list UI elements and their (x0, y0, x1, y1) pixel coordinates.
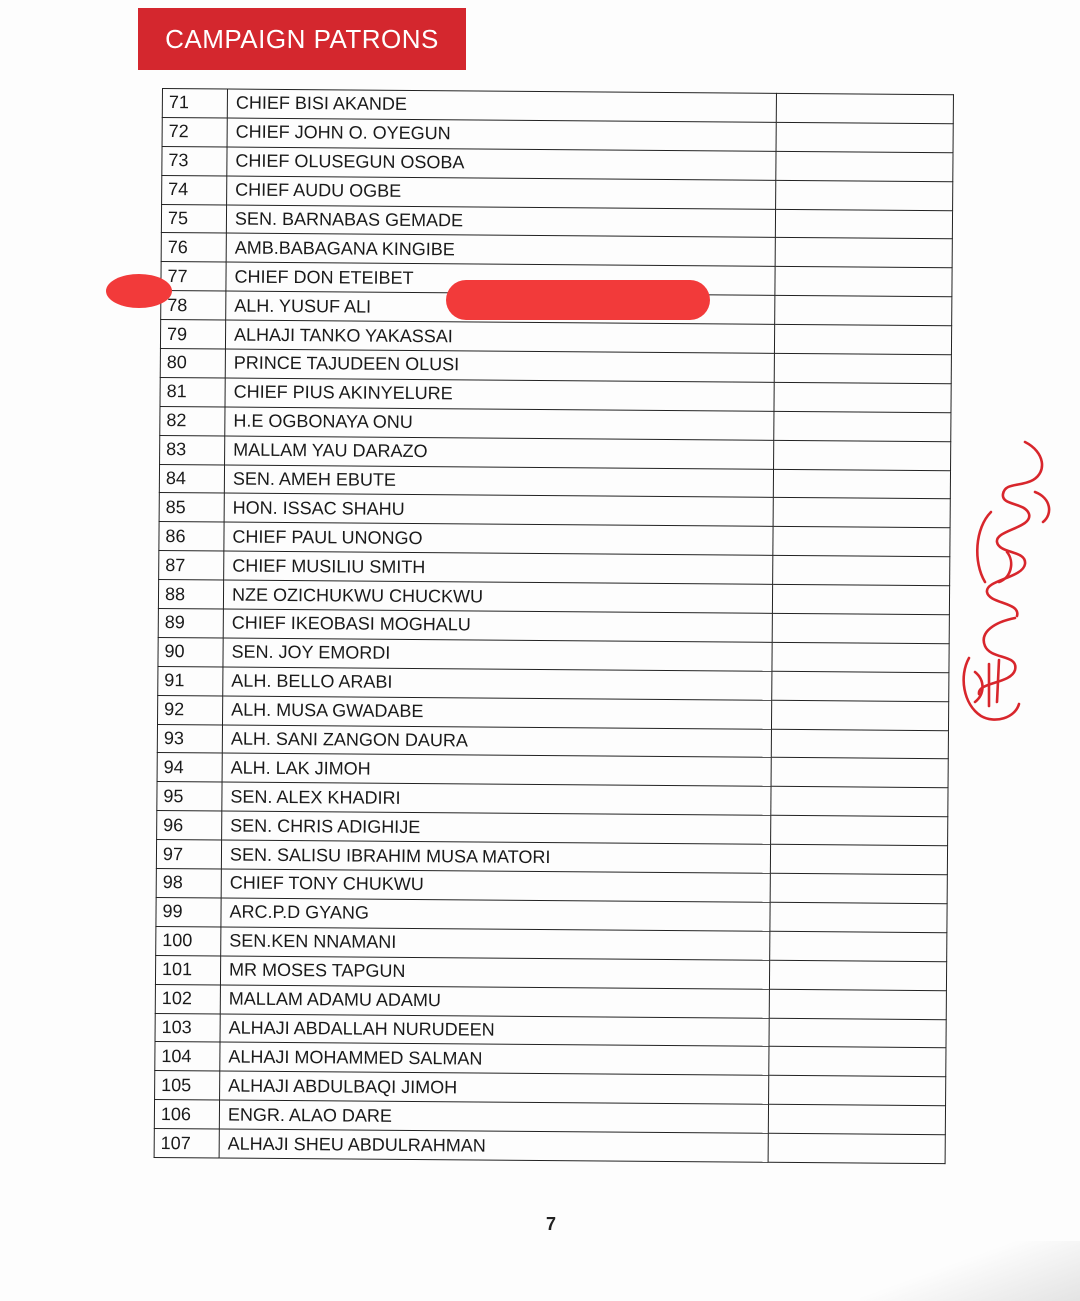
patrons-table-container (153, 88, 970, 1206)
patron-name: H.E OGBONAYA ONU (225, 407, 774, 440)
patron-name: HON. ISSAC SHAHU (224, 493, 773, 526)
signature-cell (774, 440, 951, 470)
row-number: 97 (156, 840, 221, 869)
signature-cell (768, 1133, 945, 1163)
row-number: 100 (156, 926, 221, 955)
signature-cell (776, 122, 953, 152)
patron-name: ALHAJI ABDALLAH NURUDEEN (220, 1013, 769, 1046)
patron-name: CHIEF JOHN O. OYEGUN (227, 118, 776, 151)
signature-cell (774, 382, 951, 412)
patron-name: CHIEF BISI AKANDE (227, 89, 776, 122)
row-number: 84 (159, 464, 224, 493)
signature-cell (771, 816, 948, 846)
row-number: 103 (155, 1013, 220, 1042)
row-number: 106 (154, 1100, 219, 1129)
patron-name: MALLAM YAU DARAZO (225, 436, 774, 469)
patron-name: CHIEF DON ETEIBET (226, 262, 775, 295)
patrons-table (154, 88, 954, 1164)
signature-cell (772, 584, 949, 614)
signature-cell (775, 296, 952, 326)
row-number: 90 (158, 637, 223, 666)
patron-name: CHIEF MUSILIU SMITH (224, 551, 773, 584)
signature-cell (769, 1047, 946, 1077)
patron-name: ALHAJI TANKO YAKASSAI (225, 320, 774, 353)
redaction-mark-row (446, 280, 710, 320)
signature-cell (770, 844, 947, 874)
patron-name: ALHAJI ABDULBAQI JIMOH (220, 1071, 769, 1104)
patron-name: ALH. BELLO ARABI (223, 667, 772, 700)
patron-name: SEN.KEN NNAMANI (221, 927, 770, 960)
row-number: 76 (161, 233, 226, 262)
row-number: 99 (156, 897, 221, 926)
row-number: 77 (161, 262, 226, 291)
patron-name: ALH. YUSUF ALI (226, 291, 775, 324)
signature-icon (955, 432, 1055, 728)
row-number: 78 (161, 291, 226, 320)
patron-name: ALH. SANI ZANGON DAURA (222, 725, 771, 758)
signature-cell (776, 180, 953, 210)
row-number: 72 (162, 117, 227, 146)
signature-cell (775, 267, 952, 297)
row-number: 74 (162, 175, 227, 204)
signature-cell (771, 758, 948, 788)
signature-cell (769, 1076, 946, 1106)
patron-name: ALHAJI MOHAMMED SALMAN (220, 1042, 769, 1075)
signature-cell (769, 989, 946, 1019)
row-number: 81 (160, 377, 225, 406)
signature-cell (775, 209, 952, 239)
row-number: 75 (161, 204, 226, 233)
signature-cell (773, 498, 950, 528)
patron-name: SEN. CHRIS ADIGHIJE (222, 811, 771, 844)
patron-name: SEN. JOY EMORDI (223, 638, 772, 671)
row-number: 95 (157, 782, 222, 811)
patron-name: CHIEF OLUSEGUN OSOBA (227, 147, 776, 180)
row-number: 104 (155, 1042, 220, 1071)
row-number: 88 (158, 580, 223, 609)
signature-cell (776, 151, 953, 181)
row-number: 93 (157, 724, 222, 753)
patrons-table-body (154, 89, 953, 1164)
row-number: 79 (160, 320, 225, 349)
row-number: 80 (160, 349, 225, 378)
signature-cell (772, 671, 949, 701)
patron-name: AMB.BABAGANA KINGIBE (226, 233, 775, 266)
signature-cell (773, 469, 950, 499)
patron-name: CHIEF PAUL UNONGO (224, 522, 773, 555)
patron-name: CHIEF TONY CHUKWU (221, 869, 770, 902)
page-number: 7 (546, 1214, 557, 1234)
patron-name: CHIEF IKEOBASI MOGHALU (223, 609, 772, 642)
signature-cell (769, 960, 946, 990)
row-number: 73 (162, 146, 227, 175)
patron-name: CHIEF PIUS AKINYELURE (225, 378, 774, 411)
signature-cell (773, 527, 950, 557)
row-number: 96 (157, 811, 222, 840)
signature-cell (772, 613, 949, 643)
patron-name: CHIEF AUDU OGBE (227, 176, 776, 209)
section-title-banner: CAMPAIGN PATRONS (138, 8, 466, 70)
table-row (154, 1129, 945, 1164)
patron-name: ENGR. ALAO DARE (219, 1100, 768, 1133)
patron-name: SEN. AMEH EBUTE (224, 465, 773, 498)
signature-cell (770, 931, 947, 961)
signature-cell (774, 411, 951, 441)
row-number: 91 (158, 666, 223, 695)
row-number: 107 (154, 1129, 219, 1158)
row-number: 71 (162, 89, 227, 118)
signature-cell (771, 700, 948, 730)
signature-cell (768, 1104, 945, 1134)
row-number: 82 (160, 406, 225, 435)
row-number: 85 (159, 493, 224, 522)
row-number: 87 (159, 551, 224, 580)
signature-cell (770, 902, 947, 932)
signature-cell (772, 642, 949, 672)
redaction-mark-left (106, 274, 172, 308)
signature-cell (775, 238, 952, 268)
signature-cell (771, 729, 948, 759)
signature-cell (776, 93, 953, 123)
patron-name: ALH. LAK JIMOH (222, 753, 771, 786)
row-number: 94 (157, 753, 222, 782)
row-number: 98 (156, 869, 221, 898)
patron-name: ARC.P.D GYANG (221, 898, 770, 931)
patron-name: PRINCE TAJUDEEN OLUSI (225, 349, 774, 382)
patron-name: NZE OZICHUKWU CHUCKWU (223, 580, 772, 613)
signature-cell (770, 873, 947, 903)
signature-cell (774, 324, 951, 354)
row-number: 102 (155, 984, 220, 1013)
row-number: 105 (155, 1071, 220, 1100)
signature-cell (773, 556, 950, 586)
patron-name: SEN. SALISU IBRAHIM MUSA MATORI (221, 840, 770, 873)
row-number: 92 (158, 695, 223, 724)
patron-name: ALH. MUSA GWADABE (223, 696, 772, 729)
patron-name: SEN. ALEX KHADIRI (222, 782, 771, 815)
row-number: 89 (158, 609, 223, 638)
patron-name: MR MOSES TAPGUN (220, 956, 769, 989)
row-number: 83 (160, 435, 225, 464)
page-fold-shadow (860, 1241, 1080, 1301)
patron-name: SEN. BARNABAS GEMADE (226, 205, 775, 238)
patron-name: MALLAM ADAMU ADAMU (220, 985, 769, 1018)
patron-name: ALHAJI SHEU ABDULRAHMAN (219, 1129, 768, 1162)
row-number: 101 (155, 955, 220, 984)
signature-cell (774, 353, 951, 383)
signature-cell (769, 1018, 946, 1048)
signature-cell (771, 787, 948, 817)
row-number: 86 (159, 522, 224, 551)
